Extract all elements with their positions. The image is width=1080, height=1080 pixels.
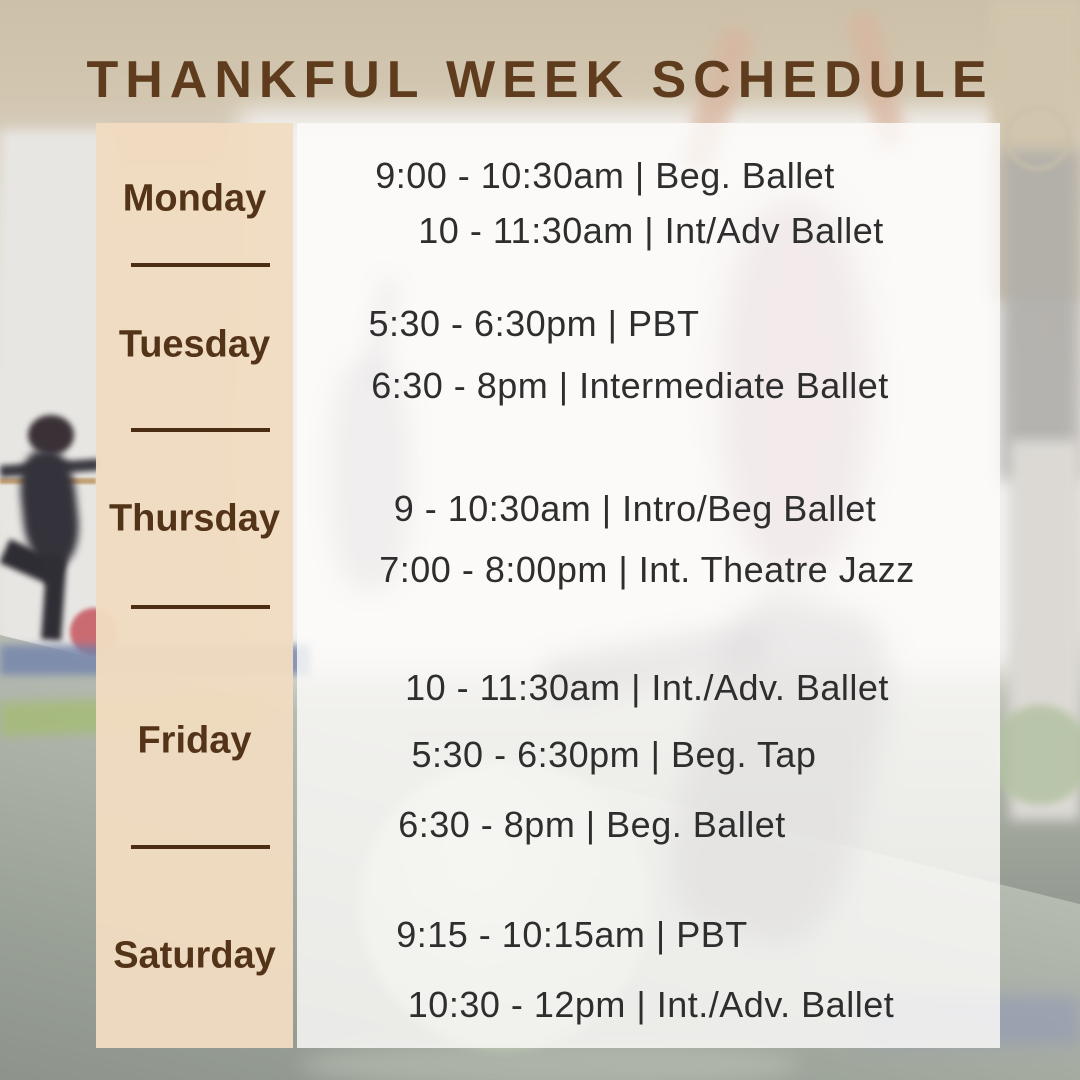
- day-divider: [131, 263, 270, 267]
- day-divider: [131, 845, 270, 849]
- class-row-monday-1: 9:00 - 10:30am | Beg. Ballet: [375, 155, 835, 196]
- class-row-thursday-1: 9 - 10:30am | Intro/Beg Ballet: [393, 488, 877, 529]
- class-row-tuesday-2: 6:30 - 8pm | Intermediate Ballet: [371, 365, 889, 406]
- class-row-monday-2: 10 - 11:30am | Int/Adv Ballet: [418, 210, 884, 251]
- day-divider: [131, 428, 270, 432]
- day-divider: [131, 605, 270, 609]
- class-row-saturday-2: 10:30 - 12pm | Int./Adv. Ballet: [407, 984, 895, 1025]
- right-doorway-shape: [1000, 150, 1080, 480]
- class-row-friday-3: 6:30 - 8pm | Beg. Ballet: [398, 804, 786, 845]
- day-label-saturday: Saturday: [113, 934, 276, 977]
- day-label-thursday: Thursday: [108, 497, 281, 540]
- day-label-friday: Friday: [137, 719, 252, 762]
- wall-clock-shape: [1005, 105, 1071, 171]
- class-row-friday-1: 10 - 11:30am | Int./Adv. Ballet: [405, 667, 889, 708]
- class-row-thursday-2: 7:00 - 8:00pm | Int. Theatre Jazz: [379, 549, 915, 590]
- class-row-tuesday-1: 5:30 - 6:30pm | PBT: [368, 303, 700, 344]
- class-row-saturday-1: 9:15 - 10:15am | PBT: [396, 914, 748, 955]
- day-column-panel: [96, 123, 293, 1048]
- day-label-tuesday: Tuesday: [118, 323, 271, 366]
- small-exercise-ball-shape: [990, 705, 1080, 805]
- day-label-monday: Monday: [122, 177, 267, 220]
- class-row-friday-2: 5:30 - 6:30pm | Beg. Tap: [411, 734, 817, 775]
- poster-title: THANKFUL WEEK SCHEDULE: [86, 51, 994, 109]
